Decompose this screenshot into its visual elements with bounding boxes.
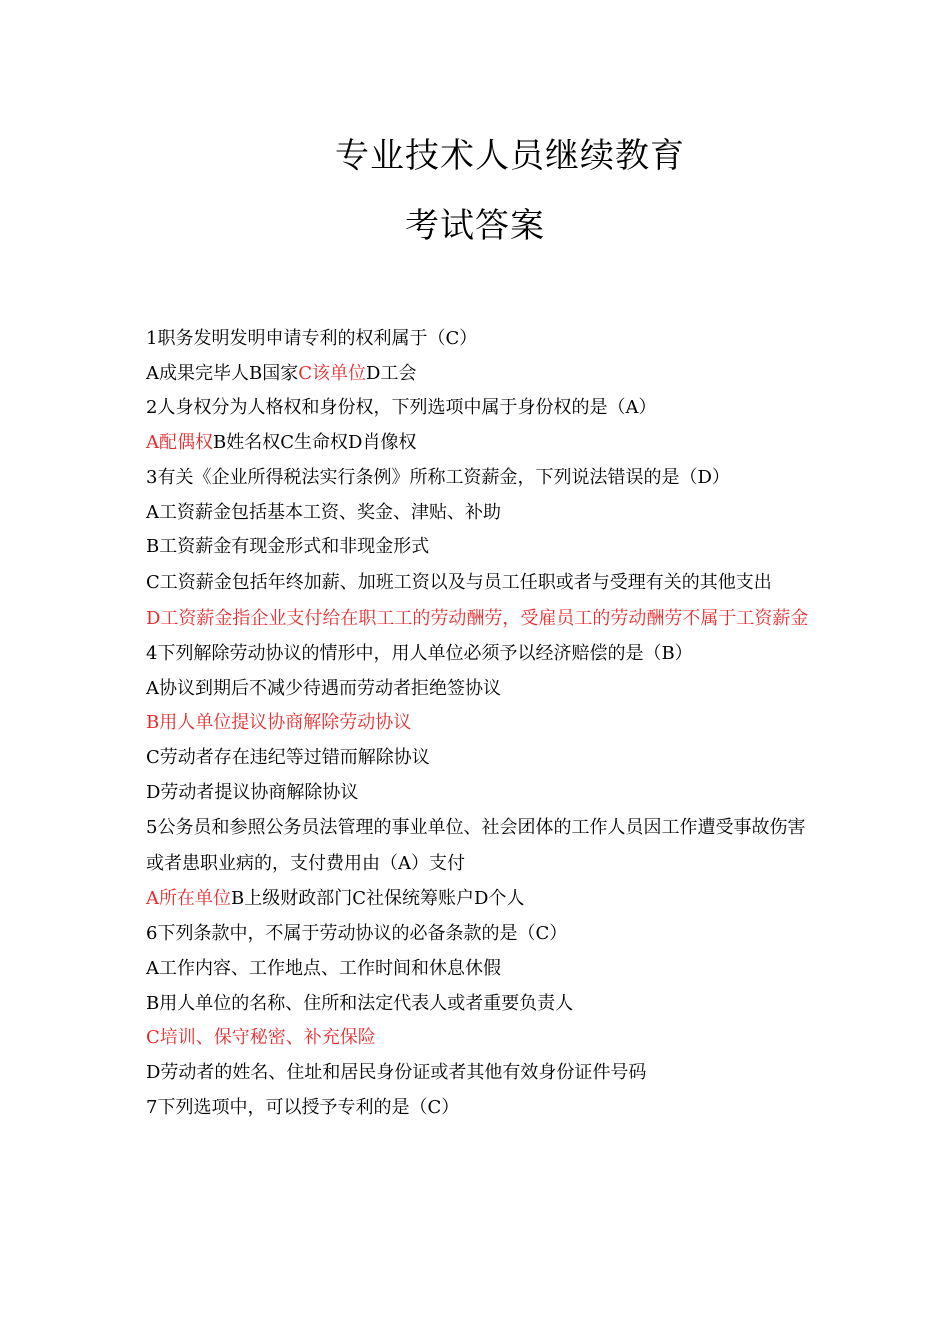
question-5-options — [146, 882, 816, 917]
option-b: B国家 — [249, 362, 299, 384]
question-4-option-b-answer: B用人单位提议协商解除劳动协议 — [146, 712, 412, 734]
question-6-option-d: D劳动者的姓名、住址和居民身份证或者其他有效身份证件号码 — [146, 1061, 647, 1083]
option-d: D个人 — [474, 888, 525, 910]
option-c: C社保统筹账户 — [352, 888, 475, 910]
document-subtitle: 考试答案 — [405, 206, 545, 246]
question-3-option-b: B工资薪金有现金形式和非现金形式 — [146, 536, 430, 558]
option-a: A成果完毕人 — [146, 362, 249, 384]
option-c: C生命权 — [280, 432, 349, 454]
question-1-options — [146, 357, 816, 392]
question-6-stem: 6下列条款中，不属于劳动协议的必备条款的是（C） — [146, 923, 568, 945]
question-4-option-d: D劳动者提议协商解除协议 — [146, 781, 359, 803]
question-3-option-a: A工资薪金包括基本工资、奖金、津贴、补助 — [146, 501, 501, 523]
option-d: D工会 — [366, 362, 417, 384]
question-5-stem: 5公务员和参照公务员法管理的事业单位、社会团体的工作人员因工作遭受事故伤害或者患职业病的，支付费用由（A）支付 — [146, 817, 806, 875]
question-6-option-c-answer: C培训、保守秘密、补充保险 — [146, 1027, 376, 1049]
question-2-options — [146, 426, 816, 461]
option-c-answer: C该单位 — [298, 362, 367, 384]
question-4-option-c: C劳动者存在违纪等过错而解除协议 — [146, 747, 430, 769]
question-6-option-a: A工作内容、工作地点、工作时间和休息休假 — [146, 957, 501, 979]
question-4-stem: 4下列解除劳动协议的情形中，用人单位必须予以经济赔偿的是（B） — [146, 642, 693, 664]
option-b: B上级财政部门 — [231, 888, 353, 910]
option-a-answer: A所在单位 — [146, 888, 231, 910]
question-1-stem: 1职务发明发明申请专利的权利属于（C） — [146, 328, 478, 349]
question-3-option-d-answer: D工资薪金指企业支付给在职工工的劳动酬劳，受雇员工的劳动酬劳不属于工资薪金 — [146, 607, 809, 629]
document-title: 专业技术人员继续教育 — [335, 136, 685, 176]
question-3-stem: 3有关《企业所得税法实行条例》所称工资薪金，下列说法错误的是（D） — [146, 466, 730, 488]
question-3-option-c: C工资薪金包括年终加薪、加班工资以及与员工任职或者与受理有关的其他支出 — [146, 571, 772, 593]
question-4-option-a: A协议到期后不减少待遇而劳动者拒绝签协议 — [146, 677, 501, 699]
option-a-answer: A配偶权 — [146, 432, 213, 454]
option-d: D肖像权 — [348, 432, 417, 454]
question-6-option-b: B用人单位的名称、住所和法定代表人或者重要负责人 — [146, 992, 574, 1014]
question-7-stem: 7下列选项中，可以授予专利的是（C） — [146, 1096, 460, 1118]
question-list — [146, 322, 816, 1125]
option-b: B姓名权 — [213, 432, 281, 454]
question-2-stem: 2人身权分为人格权和身份权，下列选项中属于身份权的是（A） — [146, 397, 657, 419]
